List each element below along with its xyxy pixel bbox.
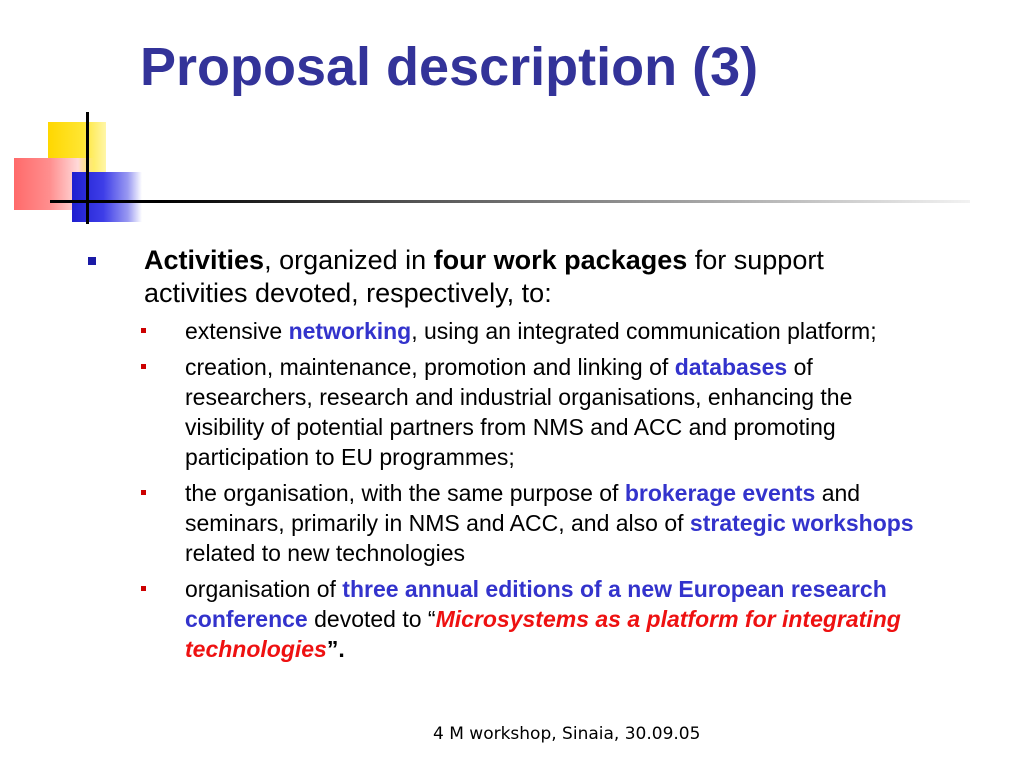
highlight-networking: networking bbox=[288, 318, 412, 344]
square-bullet-icon bbox=[141, 586, 146, 591]
sub-bullet-text: extensive bbox=[185, 318, 289, 344]
sub-bullet-networking bbox=[185, 316, 935, 346]
sub-bullet-text: the organisation, with the same purpose of bbox=[185, 480, 625, 506]
highlight-microsystems: Microsystems as a platform for integrating technologies bbox=[185, 606, 901, 662]
sub-bullet-text: organisation of bbox=[185, 576, 343, 602]
activities-label: Activities bbox=[144, 245, 265, 275]
square-bullet-icon bbox=[141, 364, 146, 369]
closing-quote: ”. bbox=[326, 636, 345, 662]
sub-bullet-conference bbox=[185, 574, 935, 664]
work-packages-label: four work packages bbox=[433, 245, 688, 275]
highlight-strategic-workshops: strategic workshops bbox=[689, 510, 914, 536]
slide-body bbox=[88, 244, 948, 664]
decorative-vertical-line bbox=[86, 112, 89, 224]
square-bullet-icon bbox=[141, 490, 146, 495]
decorative-blue-square bbox=[72, 172, 142, 222]
bullet-activities bbox=[88, 244, 924, 310]
bullet-text: , organized in bbox=[264, 245, 434, 275]
slide-footer: 4 M workshop, Sinaia, 30.09.05 bbox=[433, 724, 701, 744]
sub-bullet-text: of researchers, research and industrial organisations, enhancing the visibility of potential partners from NMS and ACC and promoting participation to EU programmes; bbox=[185, 354, 853, 470]
sub-bullet-text: , using an integrated communication platform; bbox=[411, 318, 877, 344]
sub-bullet-databases bbox=[185, 352, 935, 472]
square-bullet-icon bbox=[88, 257, 96, 265]
highlight-conference: three annual editions of a new European research conference bbox=[185, 576, 887, 632]
bullet-text: for support activities devoted, respectively, to: bbox=[144, 245, 824, 308]
title-divider-line bbox=[50, 200, 970, 203]
sub-bullet-text: and seminars, primarily in NMS and ACC, and also of bbox=[185, 480, 861, 536]
sub-bullet-text: devoted to “ bbox=[307, 606, 436, 632]
highlight-databases: databases bbox=[674, 354, 788, 380]
highlight-brokerage-events: brokerage events bbox=[624, 480, 816, 506]
sub-bullet-text: creation, maintenance, promotion and linking of bbox=[185, 354, 675, 380]
sub-bullet-text: related to new technologies bbox=[185, 540, 466, 566]
square-bullet-icon bbox=[141, 328, 146, 333]
sub-bullet-brokerage bbox=[185, 478, 935, 568]
slide-title: Proposal description (3) bbox=[140, 37, 759, 97]
